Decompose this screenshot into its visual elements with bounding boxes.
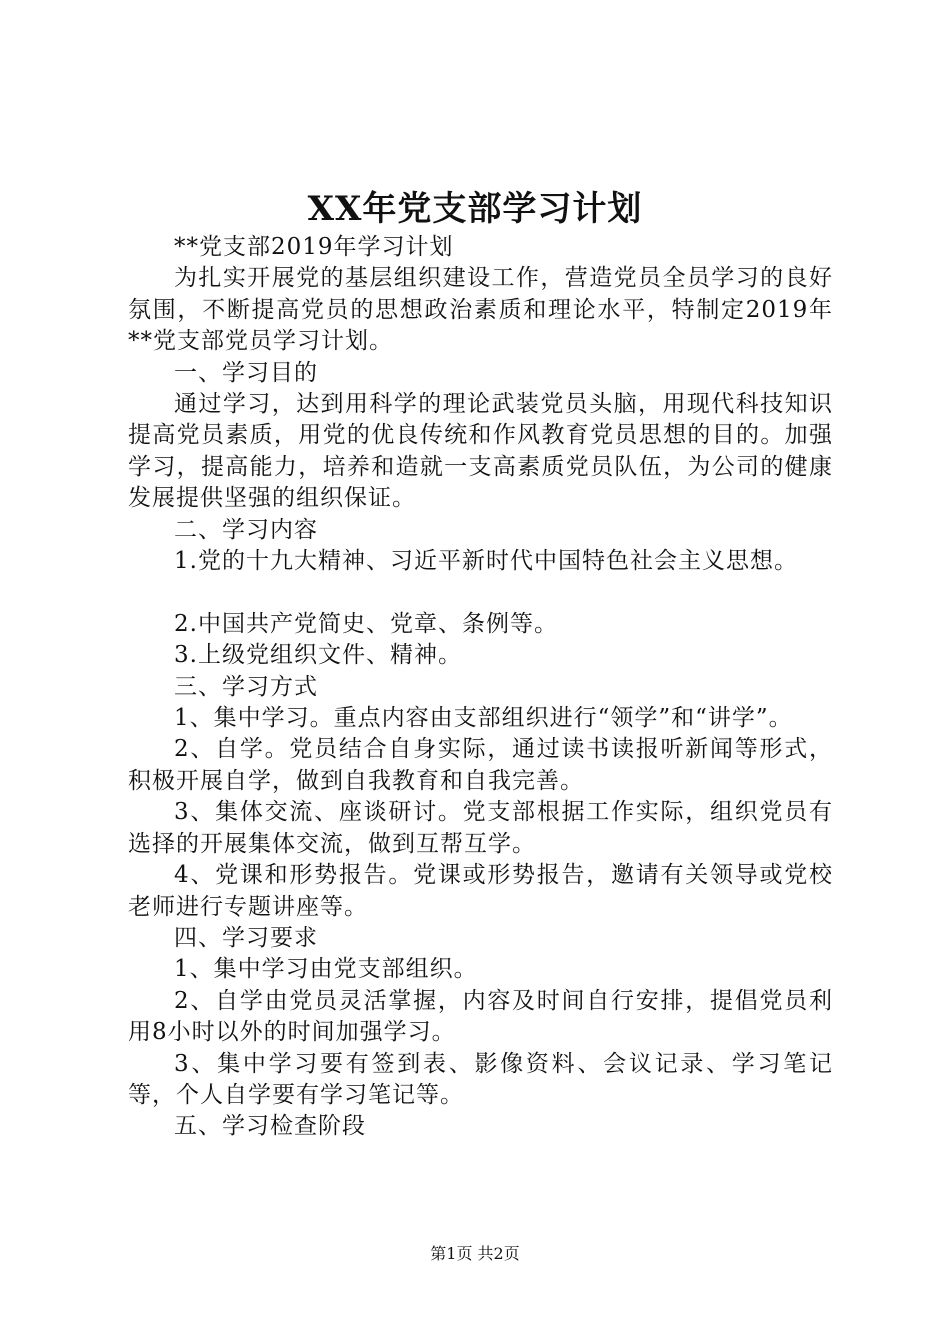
content-item-3: 3.上级党组织文件、精神。 [174, 642, 462, 669]
requirement-item-1: 1、集中学习由党支部组织。 [174, 956, 478, 983]
purpose-paragraph: 通过学习，达到用科学的理论武装党员头脑，用现代科技知识提高党员素质，用党的优良传统和作风教育党员思想的目的。加强学习，提高能力，培养和造就一支高素质党员队伍，为公司的健康发展提供坚强的组织保证。 [128, 391, 833, 512]
method-item-1: 1、集中学习。重点内容由支部组织进行“领学”和“讲学”。 [174, 705, 793, 732]
method-item-2: 2、自学。党员结合自身实际，通过读书读报听新闻等形式，积极开展自学，做到自我教育和自我完善。 [128, 736, 833, 794]
section-heading-purpose: 一、学习目的 [174, 359, 318, 386]
requirement-item-3: 3、集中学习要有签到表、影像资料、会议记录、学习笔记等，个人自学要有学习笔记等。 [128, 1050, 833, 1108]
requirement-item-2: 2、自学由党员灵活掌握，内容及时间自行安排，提倡党员利用8小时以外的时间加强学习。 [128, 987, 833, 1046]
page-footer: 第1页 共2页 [430, 1244, 520, 1263]
method-item-3: 3、集体交流、座谈研讨。党支部根据工作实际，组织党员有选择的开展集体交流，做到互帮互学。 [128, 799, 833, 857]
content-item-1: 1.党的十九大精神、习近平新时代中国特色社会主义思想。 [174, 548, 798, 575]
content-item-2: 2.中国共产党简史、党章、条例等。 [174, 610, 558, 637]
document-body [128, 232, 833, 1143]
method-item-4: 4、党课和形势报告。党课或形势报告，邀请有关领导或党校老师进行专题讲座等。 [128, 862, 833, 920]
section-heading-requirements: 四、学习要求 [174, 924, 318, 951]
document-title: XX年党支部学习计划 [307, 189, 643, 229]
section-heading-method: 三、学习方式 [174, 673, 318, 700]
plan-subtitle: **党支部2019年学习计划 [174, 234, 454, 260]
section-heading-check: 五、学习检查阶段 [174, 1113, 366, 1140]
section-heading-content: 二、学习内容 [174, 516, 318, 543]
intro-paragraph: 为扎实开展党的基层组织建设工作，营造党员全员学习的良好氛围，不断提高党员的思想政治素质和理论水平，特制定2019年**党支部党员学习计划。 [128, 265, 833, 355]
